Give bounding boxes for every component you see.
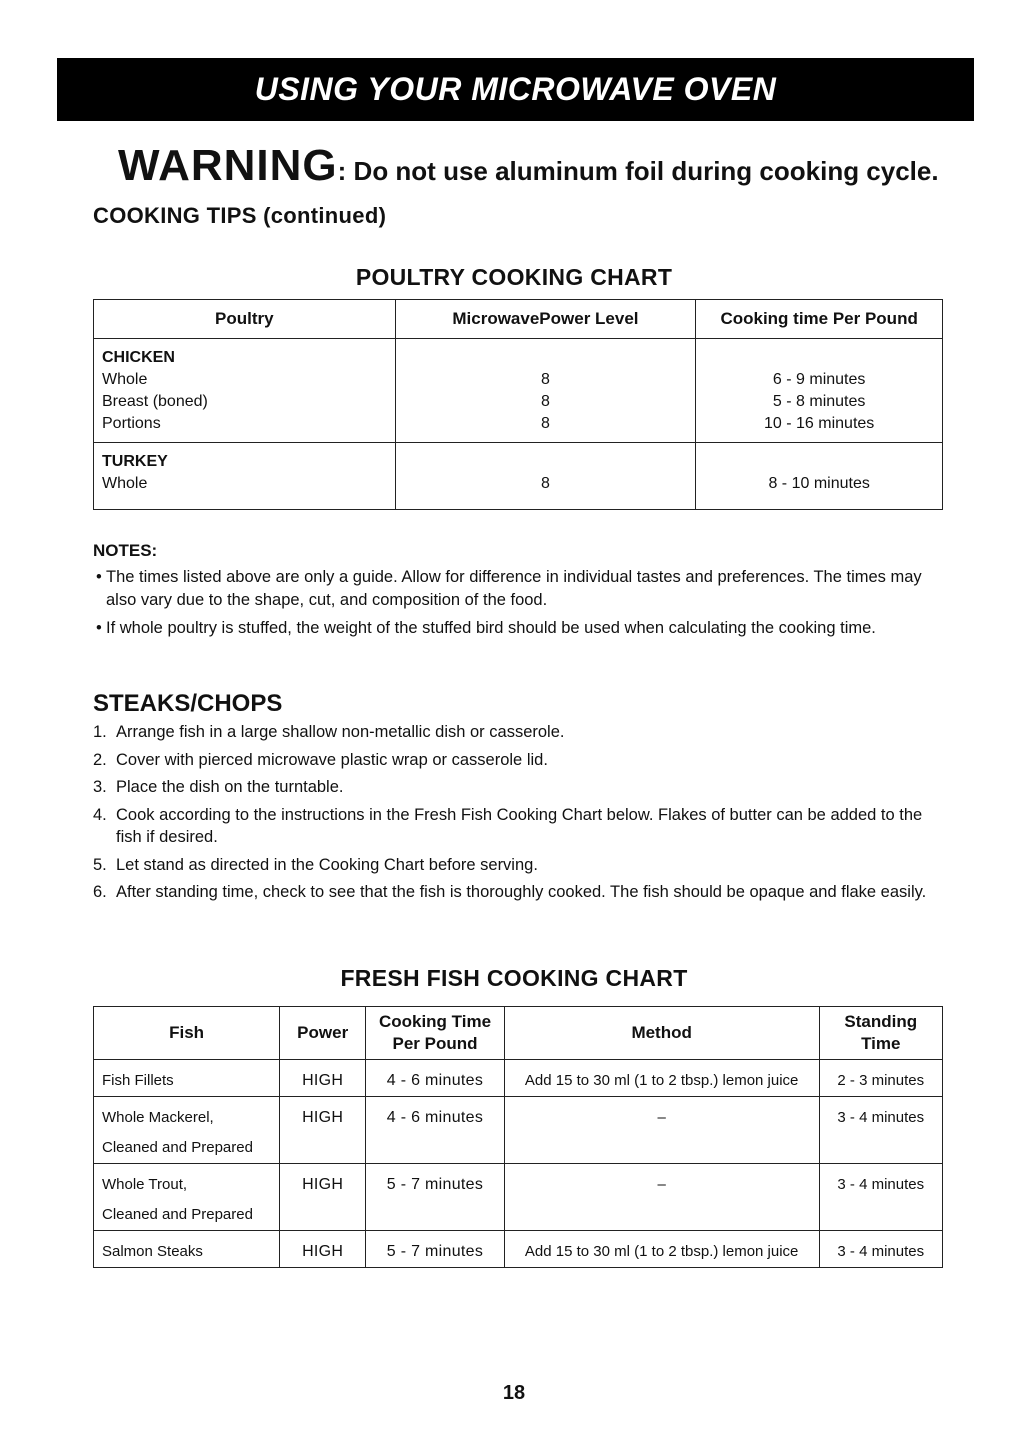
standing-cell: 3 - 4 minutes [819,1097,942,1164]
list-item [93,721,943,744]
column-header-standing-time: Standing Time [819,1007,942,1060]
method-cell: Add 15 to 30 ml (1 to 2 tbsp.) lemon juice [504,1060,819,1097]
time-cell: 4 - 6 minutes [366,1060,505,1097]
warning-text: : Do not use aluminum foil during cooking cycle. [337,156,939,186]
time-value: 6 - 9 minutes [772,371,866,388]
table-header-row [94,1007,943,1060]
power-cell: HIGH [280,1231,366,1268]
steaks-steps-list [93,721,943,909]
page-banner: USING YOUR MICROWAVE OVEN [57,58,974,121]
time-value: 5 - 8 minutes [772,393,866,410]
list-item: • The times listed above are only a guide. Allow for difference in individual tastes and preferences. The times may also vary due to the shape, cut, and composition of the food. [93,566,943,612]
poultry-item: Breast (boned) [102,393,208,410]
power-cell: HIGH [280,1060,366,1097]
column-header-power-level: MicrowavePower Level [395,300,696,339]
fish-cell: Salmon Steaks [94,1231,280,1268]
steaks-chops-heading: STEAKS/CHOPS [93,690,283,717]
method-cell: Add 15 to 30 ml (1 to 2 tbsp.) lemon juice [504,1231,819,1268]
step-number: 3. [93,778,107,796]
column-header-poultry: Poultry [94,300,396,339]
table-row [94,1231,943,1268]
warning-line [118,138,998,204]
page-number: 18 [502,1382,526,1404]
table-row [94,1097,943,1164]
poultry-cell [94,339,396,443]
column-header-cooking-time: Cooking Time Per Pound [366,1007,505,1060]
method-cell: – [504,1097,819,1164]
power-cell: HIGH [280,1164,366,1231]
group-label: CHICKEN [102,349,175,366]
poultry-cell [94,443,396,510]
standing-cell: 2 - 3 minutes [819,1060,942,1097]
cooking-tips-heading: COOKING TIPS (continued) [93,203,387,228]
fish-cooking-table [93,1006,943,1268]
table-header-row [94,300,943,339]
power-value: 8 [540,371,550,388]
time-cell [696,443,943,510]
notes-list [93,566,943,645]
list-item [93,749,943,772]
group-label: TURKEY [102,453,168,470]
time-cell: 5 - 7 minutes [366,1231,505,1268]
column-header-method: Method [504,1007,819,1060]
fish-chart-title: FRESH FISH COOKING CHART [340,965,688,991]
list-item [93,804,943,849]
power-cell: HIGH [280,1097,366,1164]
list-item [93,776,943,799]
list-item: • If whole poultry is stuffed, the weight of the stuffed bird should be used when calculating the cooking time. [93,617,943,640]
standing-cell: 3 - 4 minutes [819,1231,942,1268]
step-text: After standing time, check to see that the fish is thoroughly cooked. The fish should be opaque and flake easily. [116,883,927,901]
step-text: Place the dish on the turntable. [116,778,344,796]
power-cell [395,443,696,510]
step-number: 6. [93,883,107,901]
step-text: Let stand as directed in the Cooking Chart before serving. [116,855,538,874]
standing-cell: 3 - 4 minutes [819,1164,942,1231]
step-text: Cover with pierced microwave plastic wrap or casserole lid. [116,750,548,769]
step-number: 1. [93,723,107,741]
time-cell [696,339,943,443]
power-value: 8 [540,415,550,432]
time-value: 10 - 16 minutes [764,415,875,432]
list-item [93,854,943,877]
column-header-fish: Fish [94,1007,280,1060]
time-cell: 5 - 7 minutes [366,1164,505,1231]
table-row [94,1060,943,1097]
poultry-chart-title: POULTRY COOKING CHART [355,264,673,290]
poultry-item: Whole [102,475,148,492]
time-cell: 4 - 6 minutes [366,1097,505,1164]
power-value: 8 [540,475,550,492]
power-cell [395,339,696,443]
step-number: 4. [93,805,107,824]
poultry-item: Whole [102,371,148,388]
warning-lead: WARNING [118,141,338,190]
table-row-chicken [94,339,943,443]
column-header-power: Power [280,1007,366,1060]
table-row-turkey [94,443,943,510]
fish-cell: Fish Fillets [94,1060,280,1097]
time-value: 8 - 10 minutes [768,475,870,492]
step-number: 5. [93,855,107,874]
list-item [93,881,943,904]
power-value: 8 [540,393,550,410]
notes-heading: NOTES: [93,541,158,560]
step-number: 2. [93,750,107,769]
step-text: Arrange fish in a large shallow non-metallic dish or casserole. [116,723,565,741]
method-cell: – [504,1164,819,1231]
poultry-item: Portions [102,415,161,432]
fish-cell: Whole Trout, Cleaned and Prepared [94,1164,280,1231]
step-text: Cook according to the instructions in the Fresh Fish Cooking Chart below. Flakes of butter can be added to the fish if desired. [116,805,923,846]
table-row [94,1164,943,1231]
column-header-cooking-time: Cooking time Per Pound [696,300,943,339]
fish-cell: Whole Mackerel, Cleaned and Prepared [94,1097,280,1164]
poultry-cooking-table [93,299,943,510]
